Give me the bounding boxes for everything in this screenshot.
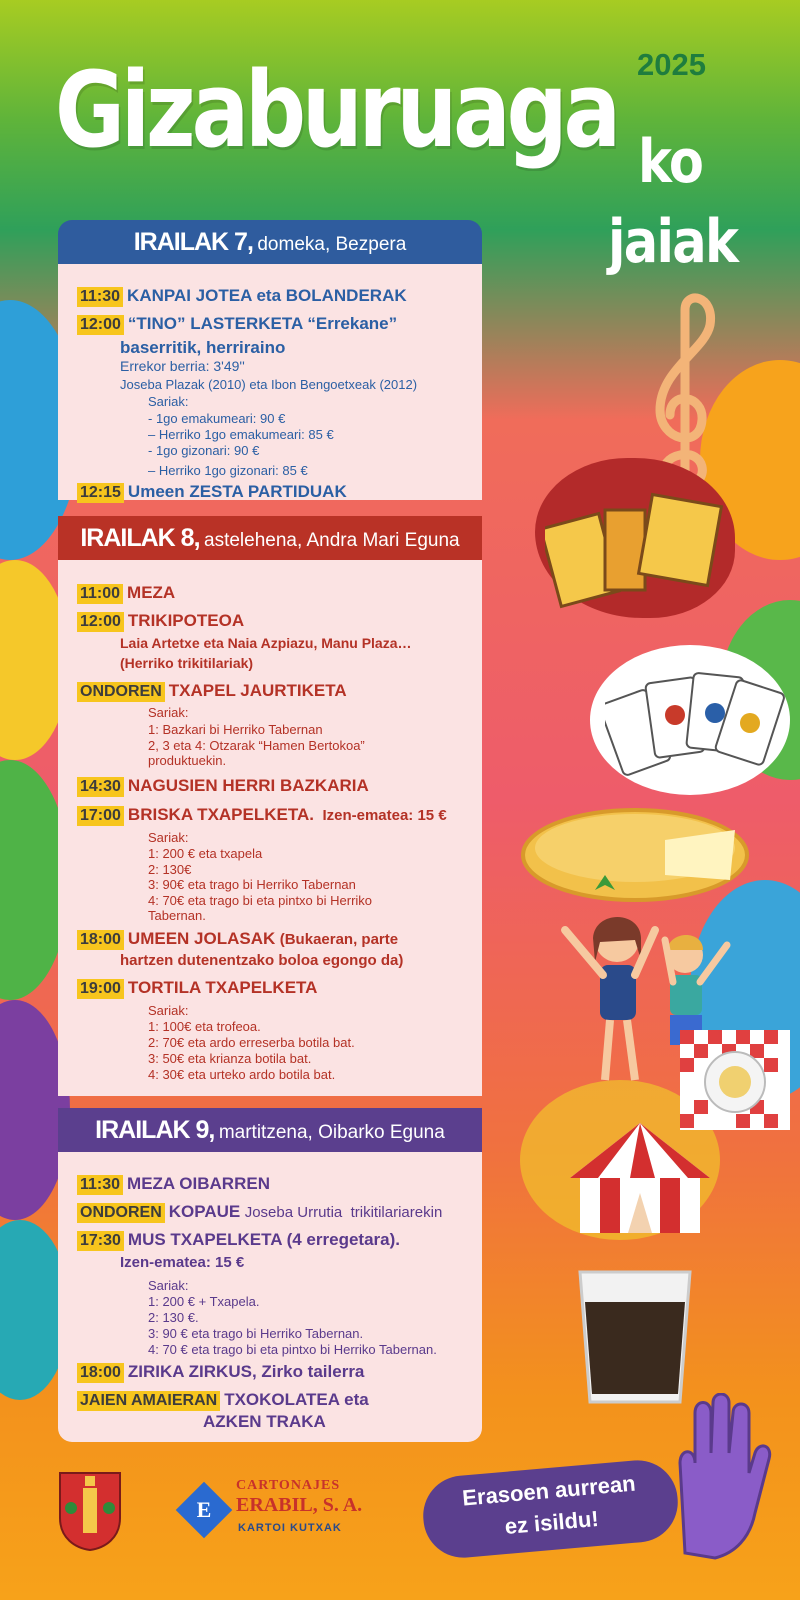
event-time: 18:00	[77, 1363, 124, 1383]
event-name: Umeen ZESTA PARTIDUAK	[127, 482, 347, 501]
day1-event-3	[77, 482, 347, 503]
page-title: Gizaburuaga	[55, 49, 617, 171]
event-name: MUS TXAPELKETA (4 erregetara).	[127, 1230, 400, 1249]
event-name: UMEEN JOLASAK	[127, 929, 276, 948]
event-time: 11:00	[77, 584, 123, 604]
event-time: 17:30	[77, 1231, 124, 1251]
day3-event-amaiera	[77, 1390, 369, 1411]
day3-event-kopaue	[77, 1202, 442, 1223]
prize-item: 3: 50€ eta krianza botila bat.	[148, 1051, 312, 1066]
prize-item: 1: 200 € eta txapela	[148, 846, 263, 861]
event-time: 11:30	[77, 287, 123, 307]
event-time: 12:00	[77, 315, 124, 335]
chocolate-cup-icon	[565, 1262, 705, 1412]
accordion-icon	[545, 490, 725, 610]
day3-header	[58, 1108, 482, 1152]
prize-item: 2, 3 eta 4: Otzarak “Hamen Bertokoa”	[148, 738, 365, 753]
day2-weekday: astelehena, Andra Mari Eguna	[204, 530, 460, 551]
prize-item: 1: 200 € + Txapela.	[148, 1294, 260, 1309]
sponsor-line3: KARTOI KUTXAK	[238, 1522, 342, 1534]
day2-date: IRAILAK 8,	[80, 524, 200, 552]
slogan-line2: ez isildu!	[503, 1505, 600, 1540]
prize-item: produktuekin.	[148, 753, 227, 768]
circus-tent-icon	[560, 1118, 720, 1238]
event-name: “TINO” LASTERKETA “Errekane”	[127, 314, 398, 333]
event-note: (Bukaeran, parte	[279, 931, 399, 948]
event-name: KANPAI JOTEA eta BOLANDERAK	[127, 286, 407, 305]
day3-event-meza	[77, 1174, 270, 1195]
event-time: 14:30	[77, 777, 124, 797]
event-name: NAGUSIEN HERRI BAZKARIA	[127, 776, 369, 795]
year-label: 2025	[637, 47, 706, 82]
prize-item: 4: 70 € eta trago bi eta pintxo bi Herriko Tabernan.	[148, 1342, 437, 1357]
sponsor-badge-letter: E	[196, 1497, 212, 1522]
prize-item: 1: Bazkari bi Herriko Tabernan	[148, 722, 323, 737]
day2-event-jolasak	[77, 929, 398, 950]
day3-event-zirika	[77, 1362, 364, 1383]
event-fee: Izen-ematea: 15 €	[322, 807, 447, 824]
day2-event-bazkaria	[77, 776, 369, 797]
event-name: TORTILA TXAPELKETA	[127, 978, 318, 997]
race-record: Errekor berria: 3'49''	[120, 358, 245, 374]
prize-item: 3: 90 € eta trago bi Herriko Tabernan.	[148, 1326, 364, 1341]
amaiera-line2: AZKEN TRAKA	[203, 1412, 326, 1431]
race-route: baserritik, herriraino	[120, 338, 286, 357]
slogan-line1: Erasoen aurrean	[461, 1470, 637, 1511]
jolasak-note: hartzen dutenentzako boloa egongo da)	[120, 952, 404, 969]
triki-performers: Laia Artetxe eta Naia Azpiazu, Manu Plaza…	[120, 635, 412, 651]
event-name: ZIRIKA ZIRKUS, Zirko tailerra	[127, 1362, 365, 1381]
day2-event-meza	[77, 583, 175, 604]
event-name: MEZA	[127, 583, 176, 602]
day2-event-txapel	[77, 681, 347, 702]
prize-item: - 1go emakumeari: 90 €	[148, 411, 286, 426]
day1-date: IRAILAK 7,	[133, 228, 253, 256]
event-name: TRIKIPOTEOA	[127, 611, 245, 630]
event-time: 17:00	[77, 806, 124, 826]
day2-header	[58, 516, 482, 560]
race-sponsors: Joseba Plazak (2010) eta Ibon Bengoetxeak (2012)	[120, 377, 418, 392]
prizes-label: Sariak:	[148, 830, 189, 845]
event-time: JAIEN AMAIERAN	[77, 1391, 220, 1411]
prize-item: 1: 100€ eta trofeoa.	[148, 1019, 261, 1034]
event-time: ONDOREN	[77, 1203, 165, 1223]
prize-item: 4: 70€ eta trago bi eta pintxo bi Herriko	[148, 893, 373, 908]
event-name: BRISKA TXAPELKETA.	[127, 805, 314, 824]
event-time: 12:15	[77, 483, 124, 503]
sponsor-line2: ERABIL, S. A.	[236, 1494, 363, 1516]
prize-item: – Herriko 1go emakumeari: 85 €	[148, 427, 334, 442]
sponsor-line1: CARTONAJES	[236, 1478, 341, 1493]
picnic-plate-icon	[680, 1030, 790, 1130]
event-time: ONDOREN	[77, 682, 165, 702]
prize-item: – Herriko 1go gizonari: 85 €	[148, 463, 308, 478]
tortilla-icon	[515, 800, 755, 910]
event-name: KOPAUE	[168, 1202, 241, 1221]
prize-item: - 1go gizonari: 90 €	[148, 443, 260, 458]
slogan-badge	[420, 1457, 681, 1561]
day1-weekday: domeka, Bezpera	[257, 234, 407, 255]
event-name: MEZA OIBARREN	[127, 1174, 270, 1193]
prizes-label: Sariak:	[148, 705, 189, 720]
day2-event-tortila	[77, 978, 317, 999]
day2-event-briska	[77, 805, 447, 826]
prize-item: 2: 130€	[148, 862, 192, 877]
event-note: Joseba Urrutia trikitilariarekin	[244, 1204, 443, 1221]
prizes-label: Sariak:	[148, 394, 189, 409]
event-name: TXOKOLATEA eta	[224, 1390, 369, 1409]
day3-event-mus	[77, 1230, 400, 1251]
prizes-label: Sariak:	[148, 1003, 189, 1018]
day2-event-triki	[77, 611, 244, 632]
title-suffix: ko	[638, 127, 703, 197]
event-time: 18:00	[77, 930, 124, 950]
prizes-label: Sariak:	[148, 1278, 189, 1293]
prize-item: 3: 90€ eta trago bi Herriko Tabernan	[148, 877, 356, 892]
event-time: 12:00	[77, 612, 124, 632]
event-time: 19:00	[77, 979, 124, 999]
day1-header	[58, 220, 482, 264]
playing-cards-icon	[605, 665, 785, 785]
sponsor-logo	[180, 1470, 420, 1560]
day1-event-1	[77, 286, 407, 307]
title-subtitle: jaiak	[608, 207, 738, 277]
prize-item: Tabernan.	[148, 908, 206, 923]
triki-note: (Herriko trikitilariak)	[120, 655, 254, 671]
day3-date: IRAILAK 9,	[95, 1116, 215, 1144]
prize-item: 2: 130 €.	[148, 1310, 199, 1325]
day3-weekday: martitzena, Oibarko Eguna	[218, 1122, 445, 1143]
day1-event-2	[77, 314, 397, 335]
prize-item: 4: 30€ eta urteko ardo botila bat.	[148, 1067, 336, 1082]
event-time: 11:30	[77, 1175, 123, 1195]
mus-fee: Izen-ematea: 15 €	[120, 1254, 245, 1271]
event-name: TXAPEL JAURTIKETA	[168, 681, 347, 700]
prize-item: 2: 70€ eta ardo erreserba botila bat.	[148, 1035, 355, 1050]
coat-of-arms-logo	[55, 1468, 125, 1553]
